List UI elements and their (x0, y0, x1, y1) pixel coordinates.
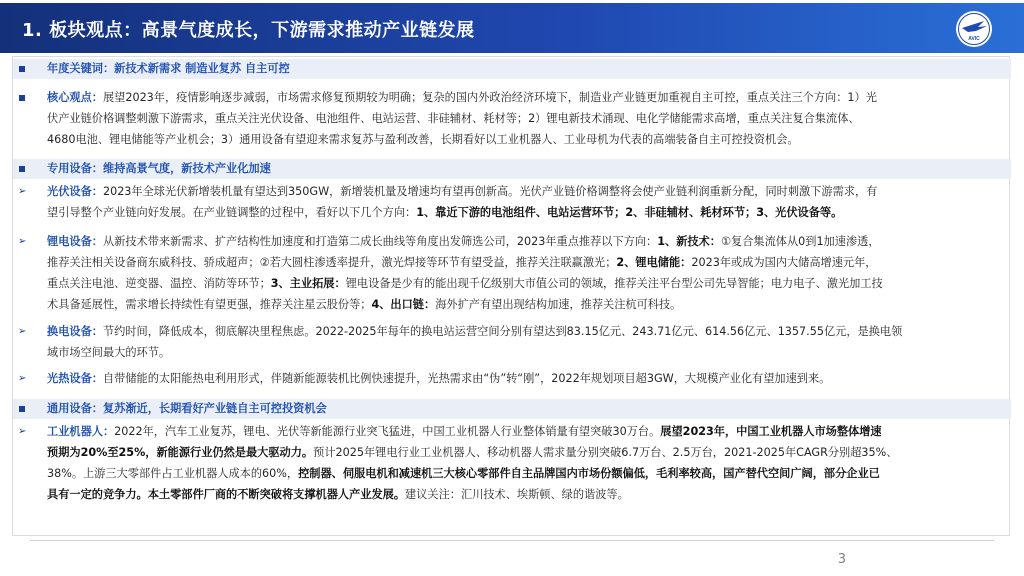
robot-text-1a: 2022年，汽车工业复苏，锂电、光伏等新能源行业突飞猛进，中国工业机器人行业整体销量有望突破30万台。 (114, 425, 661, 438)
robot-text-1b: 展望2023年，中国工业机器人市场整体增速 (660, 425, 882, 438)
li-label: 锂电设备： (47, 235, 103, 248)
li-line-3 (47, 277, 883, 291)
core-text-1: 展望2023年，疫情影响逐步减弱，市场需求修复预期较为明确；复杂的国内外政治经济环境下，制造业产业链更加重视自主可控，重点关注三个方向：1）光 (102, 91, 877, 104)
pv-line-1 (47, 185, 877, 199)
robot-line-4 (47, 488, 629, 502)
keywords-label: 年度关键词：新技术新需求 制造业复苏 自主可控 (47, 62, 290, 75)
swap-label: 换电设备： (47, 325, 103, 338)
li-text-3c: 锂电设备是少有的能出现千亿级别大市值公司的领域，推荐关注平台型公司先导智能；电力电子、激光加工技 (345, 277, 883, 290)
robot-text-4b: 建议关注：汇川技术、埃斯顿、绿的谐波等。 (405, 488, 629, 501)
robot-text-2a: 预期为20%至25%，新能源行业仍然是最大驱动力。 (47, 446, 314, 459)
li-text-3a: 重点关注电池、逆变器、温控、消防等环节； (47, 277, 271, 290)
li-text-4b: 4、出口链： (371, 298, 436, 311)
page-number: 3 (837, 552, 846, 567)
robot-text-2b: 预计2025年锂电行业工业机器人、移动机器人需求量分别突破6.7万台、2.5万台，2021-2025年CAGR分别超35%、 (313, 446, 898, 459)
footer-divider (30, 540, 994, 541)
square-bullet-icon (19, 166, 25, 172)
li-text-3b: 3、主业拓展： (270, 277, 346, 290)
swap-text-1: 节约时间，降低成本，彻底解决里程焦虑。2022-2025年每年的换电站运营空间分别有望达到83.15亿元、243.71亿元、614.56亿元、1357.55亿元，是换电领 (102, 325, 903, 338)
page-title: 1. 板块观点：高景气度成长，下游需求推动产业链发展 (22, 20, 475, 41)
avic-logo-icon (954, 9, 994, 49)
swap-line-1 (47, 325, 902, 339)
li-text-1b: 1、新技术： (657, 235, 721, 248)
core-line-1 (47, 91, 877, 105)
li-text-1a: 从新技术带来新需求、扩产结构性加速度和打造第二成长曲线等角度出发筛选公司，2023年重点推荐以下方向： (102, 235, 658, 248)
core-label: 核心观点： (47, 91, 103, 104)
robot-line-1 (47, 425, 882, 439)
li-line-2 (47, 256, 876, 270)
content-panel (12, 56, 1010, 536)
pv-label: 光伏设备： (47, 185, 103, 198)
title-bar (0, 3, 1024, 53)
li-line-4 (47, 298, 681, 312)
robot-text-3b: 控制器、伺服电机和减速机三大核心零部件自主品牌国内市场份额偏低，毛利率较高，国产替代空间广阔，部分企业已 (298, 467, 880, 480)
li-text-2c: 2023年或成为国内大储高增速元年， (691, 256, 877, 269)
arrow-bullet-icon: ➢ (18, 373, 27, 384)
pv-text-2a: 望引导整个产业链向好发展。在产业链调整的过程中，看好以下几个方向： (47, 206, 417, 219)
swap-text-2: 域市场空间最大的环节。 (47, 346, 171, 359)
thermal-text-1: 自带储能的太阳能热电利用形式，伴随新能源装机比例快速提升，光热需求由“伪”转“刚”，2022年规划项目超3GW，大规模产业化有望加速到来。 (102, 372, 831, 385)
core-text-2: 伏产业链价格调整刺激下游需求，重点关注光伏设备、电池组件、电站运营、非硅辅材、耗材等；2）锂电新技术涌现、电化学储能需求高增，重点关注复合集流体、 (47, 112, 860, 125)
li-line-1 (47, 235, 880, 249)
square-bullet-icon (19, 95, 25, 101)
li-text-4c: 海外扩产有望出现结构加速，推荐关注杭可科技。 (435, 298, 682, 311)
li-text-1c: ①复合集流体从0到1加速渗透， (720, 235, 880, 248)
arrow-bullet-icon: ➢ (18, 326, 27, 337)
pv-text-1: 2023年全球光伏新增装机量有望达到350GW，新增装机量及增速均有望再创新高。光伏产业链价格调整将会使产业链利润重新分配，同时刺激下游需求，有 (102, 185, 878, 198)
square-bullet-icon (19, 406, 25, 412)
square-bullet-icon (19, 66, 25, 72)
robot-label: 工业机器人： (47, 425, 115, 438)
robot-line-2 (47, 446, 898, 460)
arrow-bullet-icon: ➢ (18, 236, 27, 247)
arrow-bullet-icon: ➢ (18, 186, 27, 197)
general-heading: 通用设备：复苏渐近，长期看好产业链自主可控投资机会 (47, 402, 327, 415)
robot-text-4a: 具有一定的竞争力。本土零部件厂商的不断突破将支撑机器人产业发展。 (47, 488, 406, 501)
pv-text-2b: 1、靠近下游的电池组件、电站运营环节；2、非硅辅材、耗材环节；3、光伏设备等。 (416, 206, 843, 219)
li-text-2a: 推荐关注相关设备商东威科技、骄成超声；②若大圆柱渗透率提升，激光焊接等环节有望受益，推荐关注联赢激光； (47, 256, 617, 269)
li-text-4a: 术具备延展性，需求增长持续性有望更强，推荐关注星云股份等； (47, 298, 372, 311)
thermal-line-1 (47, 372, 830, 386)
pv-line-2 (47, 206, 842, 220)
svg-text:AVIC: AVIC (968, 36, 980, 42)
li-text-2b: 2、锂电储能： (616, 256, 692, 269)
core-text-3: 4680电池、锂电储能等产业机会；3）通用设备有望迎来需求复苏与盈利改善，长期看好以工业机器人、工业母机为代表的高端装备自主可控投资机会。 (47, 133, 799, 146)
special-heading: 专用设备：维持高景气度，新技术产业化加速 (47, 162, 271, 175)
robot-line-3 (47, 467, 880, 481)
thermal-label: 光热设备： (47, 372, 103, 385)
robot-text-3a: 38%。上游三大零部件占工业机器人成本的60%， (47, 467, 299, 480)
arrow-bullet-icon: ➢ (18, 426, 27, 437)
